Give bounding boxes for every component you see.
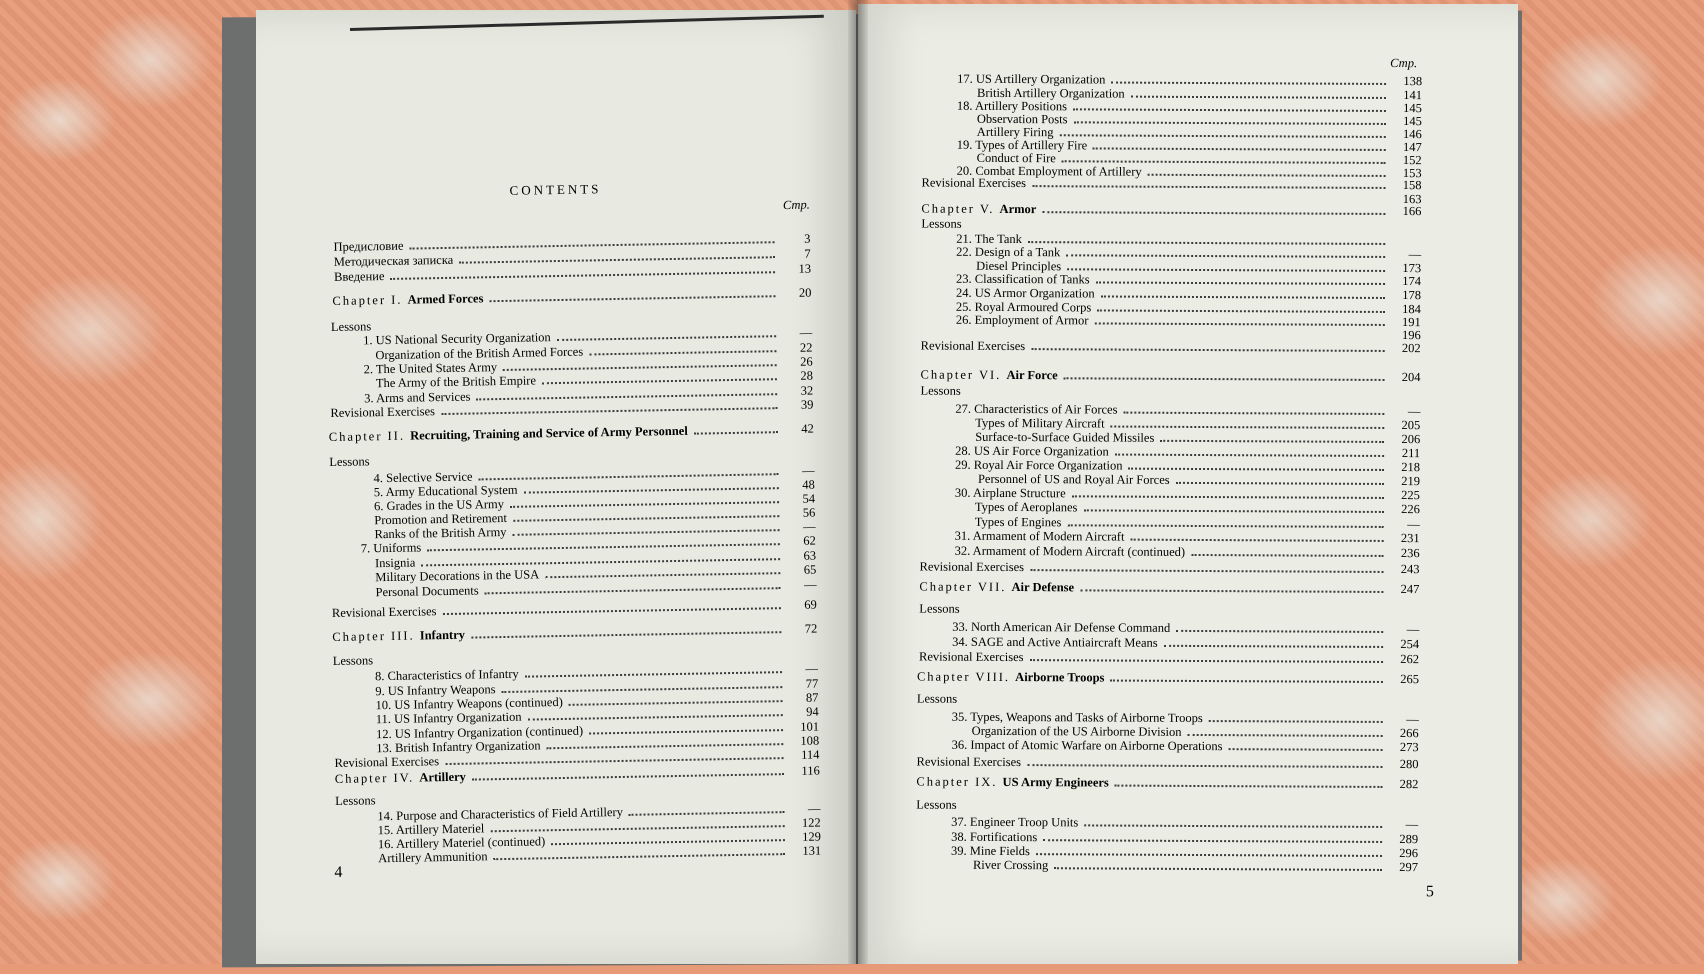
dot-leader bbox=[1036, 853, 1382, 857]
entry-text: 22. Design of a Tank bbox=[956, 245, 1060, 260]
chapter-entry bbox=[917, 670, 1419, 687]
entry-text: River Crossing bbox=[973, 858, 1048, 872]
chapter-entry bbox=[921, 202, 1421, 219]
entry-text: Chapter III. bbox=[332, 628, 420, 644]
entry-title bbox=[975, 430, 1158, 445]
page-column-label: Стр. bbox=[1390, 56, 1417, 71]
entry-title bbox=[975, 416, 1108, 431]
chapter-title: US Army Engineers bbox=[1003, 775, 1109, 790]
toc-entry bbox=[952, 738, 1419, 754]
toc-entry bbox=[952, 635, 1419, 651]
entry-text: 18. Artillery Positions bbox=[957, 99, 1067, 114]
entry-text: Types of Aeroplanes bbox=[975, 500, 1078, 515]
lessons-label bbox=[916, 798, 960, 812]
entry-page: 158 bbox=[1392, 178, 1422, 192]
entry-title bbox=[973, 858, 1052, 872]
entry-page: 243 bbox=[1390, 562, 1420, 576]
lessons-text: Lessons bbox=[333, 653, 378, 668]
entry-text: Artillery Ammunition bbox=[378, 849, 488, 865]
entry-page: — bbox=[786, 578, 816, 593]
dot-leader bbox=[1028, 241, 1385, 245]
entry-text: Types of Military Aircraft bbox=[975, 416, 1104, 431]
entry-page: 254 bbox=[1389, 637, 1419, 651]
entry-text: 37. Engineer Troop Units bbox=[951, 815, 1078, 830]
entry-page: — bbox=[1389, 622, 1419, 636]
entry-text: Revisional Exercises bbox=[920, 560, 1025, 575]
entry-page: — bbox=[1388, 817, 1418, 831]
toc-entry bbox=[920, 560, 1420, 577]
lessons-text: Lessons bbox=[920, 384, 964, 398]
entry-text: Revisional Exercises bbox=[334, 754, 439, 770]
entry-text: 6. Grades in the US Army bbox=[374, 497, 504, 513]
dot-leader bbox=[1072, 495, 1384, 499]
entry-title bbox=[951, 844, 1034, 858]
entry-text: Revisional Exercises bbox=[916, 755, 1021, 770]
dot-leader bbox=[1030, 569, 1384, 573]
dot-leader bbox=[1228, 748, 1382, 751]
entry-text: Chapter IV. bbox=[335, 770, 420, 785]
entry-title bbox=[978, 472, 1174, 487]
dot-leader bbox=[1054, 867, 1382, 871]
toc-entry bbox=[955, 544, 1420, 560]
lessons-text: Lessons bbox=[917, 692, 961, 706]
entry-text: 12. US Infantry Organization (continued) bbox=[376, 724, 583, 742]
page-number: 4 bbox=[334, 864, 342, 882]
entry-text: 28. US Air Force Organization bbox=[955, 444, 1109, 459]
entry-text: Revisional Exercises bbox=[921, 339, 1026, 354]
entry-text: 5. Army Educational System bbox=[374, 483, 518, 500]
entry-text: Предисловие bbox=[333, 239, 403, 254]
chapter-entry bbox=[919, 580, 1419, 597]
entry-page: 146 bbox=[1392, 127, 1422, 141]
entry-page: 39 bbox=[783, 398, 813, 413]
entry-text: 30. Airplane Structure bbox=[955, 486, 1066, 501]
entry-text: 11. US Infantry Organization bbox=[376, 710, 522, 727]
chapter-entry bbox=[921, 368, 1421, 385]
dot-leader bbox=[1209, 720, 1383, 723]
dot-leader bbox=[1131, 96, 1386, 99]
entry-page: 7 bbox=[781, 247, 811, 262]
toc-entry bbox=[955, 529, 1420, 545]
entry-text: 16. Artillery Materiel (continued) bbox=[378, 834, 546, 851]
entry-page: 174 bbox=[1391, 274, 1421, 288]
entry-page: 54 bbox=[785, 492, 815, 507]
entry-page: 205 bbox=[1390, 418, 1420, 432]
entry-text: 35. Types, Weapons and Tasks of Airborne Troops bbox=[952, 710, 1203, 725]
entry-page: — bbox=[1390, 517, 1420, 531]
entry-title bbox=[956, 313, 1093, 328]
dot-leader bbox=[1066, 254, 1385, 258]
entry-page: 141 bbox=[1392, 88, 1422, 102]
lessons-text: Lessons bbox=[921, 217, 965, 231]
entry-text: Types of Engines bbox=[975, 515, 1062, 529]
entry-text: 34. SAGE and Active Antiaircraft Means bbox=[952, 635, 1158, 650]
dot-leader bbox=[1101, 295, 1385, 298]
entry-text: 32. Armament of Modern Aircraft (continued) bbox=[955, 544, 1186, 559]
entry-text: 36. Impact of Atomic Warfare on Airborne Operations bbox=[952, 738, 1223, 753]
entry-title bbox=[916, 755, 1025, 770]
entry-text: Chapter VIII. bbox=[917, 670, 1015, 685]
entry-page: 178 bbox=[1391, 288, 1421, 302]
lessons-text: Lessons bbox=[916, 798, 960, 812]
entry-title bbox=[920, 560, 1029, 575]
entry-title bbox=[955, 402, 1121, 417]
lessons-text: Lessons bbox=[919, 602, 963, 616]
entry-page: 289 bbox=[1388, 832, 1418, 846]
dot-leader bbox=[1093, 147, 1386, 151]
entry-page: 191 bbox=[1391, 315, 1421, 329]
entry-page: 129 bbox=[791, 829, 821, 844]
dot-leader bbox=[1097, 309, 1385, 313]
entry-page: 131 bbox=[791, 843, 821, 858]
entry-title bbox=[919, 580, 1078, 595]
dot-leader bbox=[1115, 785, 1383, 788]
toc-entry bbox=[919, 650, 1419, 667]
entry-text: Revisional Exercises bbox=[332, 604, 437, 620]
entry-title bbox=[955, 529, 1129, 544]
entry-page: 262 bbox=[1389, 652, 1419, 666]
entry-page: 282 bbox=[1388, 777, 1418, 791]
dot-leader bbox=[1060, 134, 1386, 138]
entry-page: 266 bbox=[1389, 726, 1419, 740]
entry-text: 19. Types of Artillery Fire bbox=[957, 138, 1088, 153]
lessons-text: Lessons bbox=[331, 319, 376, 334]
entry-page: 202 bbox=[1391, 341, 1421, 355]
entry-page: — bbox=[785, 520, 815, 535]
entry-page: 77 bbox=[788, 677, 818, 692]
entry-page: 184 bbox=[1391, 302, 1421, 316]
dot-leader bbox=[1160, 440, 1384, 443]
entry-text: Введение bbox=[334, 269, 385, 284]
dot-leader bbox=[1129, 468, 1385, 471]
entry-page: 69 bbox=[787, 598, 817, 613]
entry-page: 108 bbox=[789, 734, 819, 749]
entry-text: British Artillery Organization bbox=[977, 86, 1125, 101]
lessons-label bbox=[917, 692, 961, 706]
entry-text: Chapter VII. bbox=[919, 580, 1011, 594]
entry-text: Revisional Exercises bbox=[330, 404, 435, 420]
entry-page: 122 bbox=[791, 816, 821, 831]
entry-page: 65 bbox=[786, 563, 816, 578]
entry-page: 20 bbox=[781, 286, 811, 301]
entry-text: Insignia bbox=[375, 556, 416, 571]
entry-page: 226 bbox=[1390, 502, 1420, 516]
entry-page: 218 bbox=[1390, 460, 1420, 474]
dot-leader bbox=[1073, 108, 1386, 112]
dot-leader bbox=[1031, 348, 1385, 352]
toc-entry bbox=[956, 313, 1421, 329]
entry-page: 94 bbox=[789, 705, 819, 720]
entry-text: Ranks of the British Army bbox=[374, 525, 506, 541]
entry-text: Revisional Exercises bbox=[919, 650, 1024, 665]
entry-text: 2. The United States Army bbox=[364, 360, 498, 376]
entry-text: 27. Characteristics of Air Forces bbox=[955, 402, 1117, 417]
entry-page: 145 bbox=[1392, 101, 1422, 115]
entry-text: Personal Documents bbox=[375, 583, 478, 599]
entry-title bbox=[975, 515, 1066, 529]
entry-page: 114 bbox=[789, 748, 819, 763]
entry-text: 1. US National Security Organization bbox=[363, 330, 551, 347]
entry-title bbox=[955, 544, 1190, 559]
entry-page: 204 bbox=[1391, 370, 1421, 384]
toc-entry bbox=[973, 858, 1418, 874]
entry-text: Military Decorations in the USA bbox=[375, 567, 539, 584]
entry-text: Chapter II. bbox=[329, 429, 411, 444]
entry-title bbox=[921, 339, 1030, 354]
entry-text: 25. Royal Armoured Corps bbox=[956, 300, 1091, 315]
entry-text: 23. Classification of Tanks bbox=[956, 272, 1090, 287]
entry-text: 10. US Infantry Weapons (continued) bbox=[375, 695, 562, 712]
entry-title bbox=[972, 724, 1186, 739]
entry-text: 17. US Artillery Organization bbox=[957, 72, 1105, 87]
entry-page: 196 bbox=[1391, 328, 1421, 342]
entry-text: Chapter I. bbox=[332, 293, 407, 308]
dot-leader bbox=[1123, 412, 1384, 415]
entry-page: 138 bbox=[1392, 74, 1422, 88]
entry-text: 14. Purpose and Characteristics of Field Artillery bbox=[377, 805, 623, 823]
entry-page: 62 bbox=[786, 534, 816, 549]
entry-text: Chapter V. bbox=[921, 202, 999, 216]
entry-text: 15. Artillery Materiel bbox=[378, 821, 485, 837]
lessons-label bbox=[920, 384, 964, 398]
entry-page: 63 bbox=[786, 549, 816, 564]
entry-title bbox=[956, 245, 1064, 260]
entry-page: 280 bbox=[1388, 757, 1418, 771]
entry-page: 145 bbox=[1392, 114, 1422, 128]
entry-title bbox=[952, 620, 1174, 635]
entry-text: 39. Mine Fields bbox=[951, 844, 1030, 858]
entry-title bbox=[952, 710, 1207, 725]
entry-text: 9. US Infantry Weapons bbox=[375, 682, 496, 698]
dot-leader bbox=[1094, 322, 1384, 326]
dot-leader bbox=[1032, 185, 1386, 189]
entry-page: 42 bbox=[784, 422, 814, 437]
entry-page: 206 bbox=[1390, 432, 1420, 446]
entry-page: — bbox=[1391, 247, 1421, 261]
entry-title bbox=[919, 650, 1028, 665]
entry-text: 8. Characteristics of Infantry bbox=[375, 667, 519, 684]
entry-page: — bbox=[784, 464, 814, 479]
entry-title bbox=[952, 738, 1227, 753]
entry-page: 152 bbox=[1392, 153, 1422, 167]
dot-leader bbox=[1130, 539, 1383, 542]
entry-text: 29. Royal Air Force Organization bbox=[955, 458, 1123, 473]
entry-page: 22 bbox=[782, 341, 812, 356]
entry-text: Chapter VI. bbox=[921, 368, 1007, 382]
toc-entry bbox=[916, 755, 1418, 772]
entry-text: 31. Armament of Modern Aircraft bbox=[955, 529, 1125, 544]
entry-page: 265 bbox=[1389, 672, 1419, 686]
entry-page: 173 bbox=[1391, 261, 1421, 275]
entry-text: 4. Selective Service bbox=[373, 470, 472, 486]
entry-page: 116 bbox=[790, 764, 820, 779]
entry-text: 24. US Armor Organization bbox=[956, 286, 1095, 301]
dot-leader bbox=[1111, 426, 1385, 429]
entry-title bbox=[957, 72, 1109, 87]
entry-page: — bbox=[782, 326, 812, 341]
dot-leader bbox=[1043, 839, 1382, 843]
toc-entry bbox=[975, 500, 1420, 516]
entry-title bbox=[921, 202, 1040, 217]
dot-leader bbox=[1191, 554, 1384, 557]
dot-leader bbox=[1176, 630, 1383, 633]
entry-title bbox=[956, 272, 1094, 287]
entry-title bbox=[951, 815, 1082, 830]
entry-page: 273 bbox=[1389, 740, 1419, 754]
chapter-title: Airborne Troops bbox=[1015, 670, 1104, 684]
entry-title bbox=[955, 458, 1127, 473]
page-number: 5 bbox=[1426, 883, 1434, 901]
entry-text: Promotion and Retirement bbox=[374, 511, 507, 527]
entry-title bbox=[955, 444, 1113, 459]
dot-leader bbox=[1067, 268, 1385, 272]
entry-text: 26. Employment of Armor bbox=[956, 313, 1089, 328]
entry-title bbox=[921, 368, 1062, 383]
dot-leader bbox=[1111, 82, 1386, 85]
entry-page: 247 bbox=[1389, 582, 1419, 596]
chapter-title: Recruiting, Training and Service of Army Personnel bbox=[410, 424, 688, 443]
dot-leader bbox=[1064, 377, 1385, 381]
chapter-title: Armor bbox=[1000, 202, 1037, 216]
entry-page: 211 bbox=[1390, 446, 1420, 460]
dot-leader bbox=[1115, 454, 1384, 457]
dot-leader bbox=[1164, 645, 1383, 648]
chapter-title: Air Defense bbox=[1011, 580, 1074, 594]
entry-text: 20. Combat Employment of Artillery bbox=[957, 164, 1142, 179]
entry-title bbox=[952, 635, 1162, 650]
entry-page: 219 bbox=[1390, 474, 1420, 488]
entry-title bbox=[951, 830, 1041, 844]
entry-page: 296 bbox=[1388, 846, 1418, 860]
entry-text: 3. Arms and Services bbox=[364, 390, 470, 406]
dot-leader bbox=[1176, 482, 1384, 485]
entry-text: Chapter IX. bbox=[916, 775, 1002, 789]
entry-page: 297 bbox=[1388, 860, 1418, 874]
entry-page: 28 bbox=[783, 369, 813, 384]
dot-leader bbox=[1042, 211, 1385, 215]
chapter-title: Artillery bbox=[419, 770, 466, 785]
entry-title bbox=[975, 500, 1082, 515]
toc-entry bbox=[952, 620, 1419, 636]
entry-text: Observation Posts bbox=[977, 112, 1068, 126]
entry-page: 225 bbox=[1390, 488, 1420, 502]
entry-page: 32 bbox=[783, 384, 813, 399]
entry-text: Diesel Principles bbox=[976, 259, 1061, 273]
entry-title bbox=[956, 286, 1099, 301]
entry-text: Методическая записка bbox=[334, 253, 454, 269]
entry-page: 13 bbox=[781, 262, 811, 277]
dot-leader bbox=[1084, 824, 1382, 828]
lessons-text: Lessons bbox=[329, 454, 374, 469]
dot-leader bbox=[1080, 589, 1383, 593]
entry-text: Artillery Firing bbox=[977, 125, 1054, 139]
dot-leader bbox=[1073, 121, 1385, 125]
entry-page: 48 bbox=[785, 478, 815, 493]
dot-leader bbox=[1030, 659, 1384, 663]
entry-text: The Army of the British Empire bbox=[376, 373, 536, 390]
lessons-label bbox=[921, 217, 965, 231]
toc-entry bbox=[922, 176, 1422, 193]
entry-page: 166 bbox=[1391, 204, 1421, 218]
entry-text: Organization of the US Airborne Division bbox=[972, 724, 1182, 739]
entry-text: 13. British Infantry Organization bbox=[376, 738, 541, 755]
toc-entry bbox=[951, 815, 1418, 831]
entry-text: Conduct of Fire bbox=[977, 151, 1056, 165]
chapter-entry bbox=[916, 775, 1418, 792]
lessons-label bbox=[919, 602, 963, 616]
entry-page: 26 bbox=[783, 355, 813, 370]
dot-leader bbox=[1187, 734, 1382, 737]
chapter-title: Air Force bbox=[1006, 368, 1057, 382]
dot-leader bbox=[1083, 509, 1383, 513]
entry-title bbox=[917, 670, 1109, 685]
entry-page: 87 bbox=[788, 691, 818, 706]
dot-leader bbox=[1027, 764, 1383, 768]
entry-page: 72 bbox=[787, 622, 817, 637]
entry-page: 163 bbox=[1391, 192, 1421, 206]
toc-entry bbox=[921, 339, 1421, 356]
dot-leader bbox=[1110, 680, 1383, 683]
entry-text: Revisional Exercises bbox=[922, 176, 1027, 191]
entry-text: 7. Uniforms bbox=[361, 540, 422, 555]
entry-page: 56 bbox=[785, 506, 815, 521]
entry-page: — bbox=[788, 662, 818, 677]
entry-page: 101 bbox=[789, 720, 819, 735]
entry-page: — bbox=[1389, 712, 1419, 726]
dot-leader bbox=[1067, 524, 1383, 528]
contents-heading: CONTENTS bbox=[509, 181, 601, 199]
entry-text: 21. The Tank bbox=[956, 232, 1022, 246]
entry-title bbox=[955, 486, 1070, 501]
page-column-label: Стр. bbox=[783, 198, 810, 213]
entry-page: 231 bbox=[1390, 531, 1420, 545]
entry-text: Organization of the British Armed Forces bbox=[375, 345, 583, 363]
entry-page: 236 bbox=[1390, 546, 1420, 560]
entry-page: 3 bbox=[780, 232, 810, 247]
lessons-text: Lessons bbox=[335, 793, 380, 808]
entry-text: 38. Fortifications bbox=[951, 830, 1037, 844]
entry-text: 33. North American Air Defense Command bbox=[952, 620, 1170, 635]
entry-page: 153 bbox=[1392, 166, 1422, 180]
chapter-title: Infantry bbox=[420, 628, 465, 643]
chapter-title: Armed Forces bbox=[407, 291, 483, 306]
entry-title bbox=[922, 176, 1031, 191]
dot-leader bbox=[1062, 160, 1386, 164]
dot-leader bbox=[1096, 281, 1385, 285]
entry-page: 147 bbox=[1392, 140, 1422, 154]
entry-page: — bbox=[1390, 404, 1420, 418]
entry-text: Surface-to-Surface Guided Missiles bbox=[975, 430, 1154, 445]
entry-title bbox=[916, 775, 1112, 790]
entry-page: — bbox=[790, 802, 820, 817]
right-toc bbox=[3, 0, 1704, 3]
entry-text: Personnel of US and Royal Air Forces bbox=[978, 472, 1170, 487]
